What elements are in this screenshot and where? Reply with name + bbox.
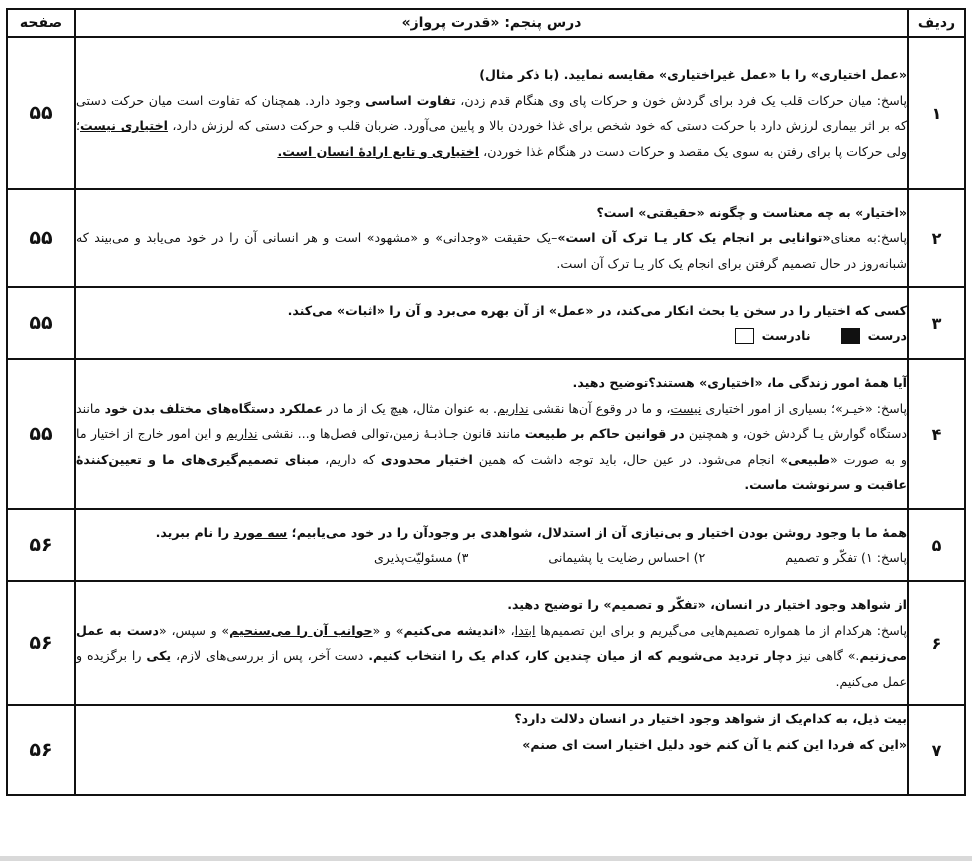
- table-row: [7, 189, 965, 287]
- page-number: ۵۵: [7, 189, 75, 287]
- row-number: ۷: [908, 705, 965, 795]
- question-text: از شواهد وجود اختیار در انسان، «تفکّر و تصمیم» را توضیح دهید.: [507, 597, 907, 612]
- row-content: [75, 581, 908, 705]
- row-number: ۵: [908, 509, 965, 581]
- table-row: [7, 37, 965, 189]
- answer-option: پاسخ: ۱) تفکّر و تصمیم: [785, 550, 907, 565]
- page-number: ۵۵: [7, 287, 75, 359]
- header-row-number: ردیف: [908, 9, 965, 37]
- answer-text: پاسخ:به معنای«توانایی بر انجام یک کار یـا ترک آن است»–یک حقیقت «وجدانی» و «مشهود» است و هر انسانی آن را در خود می‌یابد و می‌بیند که شبانه‌روز در حال تصمیم گرفتن برای انجام یک کار یـا ترک آن است.: [76, 230, 908, 271]
- question-text: همهٔ ما با وجود روشن بودن اختیار و بی‌نیازی آن از استدلال، شواهدی بر وجودآن را در خود می‌یابیم؛ سه مورد را نام ببرید.: [155, 524, 907, 540]
- true-checkbox[interactable]: [841, 328, 860, 344]
- table-header: [7, 9, 965, 37]
- table-row: [7, 581, 965, 705]
- verse-text: «این که فردا این کنم یا آن کنم خود دلیل اختیار است ای صنم»: [522, 736, 907, 752]
- table-row: [7, 705, 965, 795]
- row-content: [75, 37, 908, 189]
- question-text: بیت ذیل، به کدام‌یک از شواهد وجود اختیار در انسان دلالت دارد؟: [514, 711, 907, 726]
- false-label: نادرست: [761, 328, 811, 343]
- page-bottom-edge: [0, 856, 972, 861]
- row-content: [75, 509, 908, 581]
- row-number: ۴: [908, 359, 965, 509]
- question-text: آیا همهٔ امور زندگی ما، «اختیاری» هستند؟توضیح دهید.: [572, 375, 907, 391]
- answer-text: پاسخ: میان حرکات قلب یک فرد برای گردش خون و حرکات پای وی هنگام قدم زدن، تفاوت اساسی وجود دارد. همچنان که تفاوت است میان حرکت دستی که بر اثر بیماری لرزش دارد با حرکت دستی که خود شخص برای غذا خوردن بالا و پایین می‌آورد. ضربان قلب و حرکت دستی که لرزش دارد، اختیاری نیست؛ ولی حرکات پا برای رفتن به سوی یک مقصد و حرکات دست در هنگام غذا خوردن، اختیاری و تابع ارادهٔ انسان است.: [76, 92, 907, 159]
- answer-text: پاسخ: هرکدام از ما همواره تصمیم‌هایی می‌گیریم و برای این تصمیم‌ها ابتدا، «اندیشه می‌کنیم» و «جوانب آن را می‌سنجیم» و سپس، «دست به عمل می‌زنیم.» گاهی نیز دچار تردید می‌شویم که از میان چندین کار، کدام یک را انتخاب کنیم. دست آخر، پس از بررسی‌های لازم، یکی را برگزیده و عمل می‌کنیم.: [76, 622, 907, 689]
- header-lesson-title: درس پنجم: «قدرت پرواز»: [75, 9, 908, 37]
- page-number: ۵۵: [7, 359, 75, 509]
- question-table: [6, 8, 966, 796]
- question-text: «عمل اختیاری» را با «عمل غیراختیاری» مقایسه نمایید. (با ذکر مثال): [479, 67, 907, 82]
- row-number: ۲: [908, 189, 965, 287]
- row-content: [75, 359, 908, 509]
- row-content: [75, 189, 908, 287]
- page-number: ۵۶: [7, 509, 75, 581]
- true-label: درست: [867, 328, 907, 343]
- page-number: ۵۶: [7, 581, 75, 705]
- page-number: ۵۵: [7, 37, 75, 189]
- row-number: ۶: [908, 581, 965, 705]
- question-text: کسی که اختیار را در سخن یا بحث انکار می‌کند، در «عمل» از آن بهره می‌برد و آن را «اثبات» می‌کند.: [287, 302, 907, 318]
- options-cut-off: [76, 757, 907, 777]
- page-number: ۵۶: [7, 705, 75, 795]
- row-content: [75, 287, 908, 359]
- table-row: [7, 359, 965, 509]
- answer-option: ۳) مسئولیّت‌پذیری: [373, 550, 469, 565]
- row-content: [75, 705, 908, 795]
- table-row: [7, 287, 965, 359]
- row-number: ۱: [908, 37, 965, 189]
- answer-options: [76, 545, 907, 571]
- answer-option: ۲) احساس رضایت یا پشیمانی: [548, 550, 706, 565]
- question-text: «اختیار» به چه معناست و چگونه «حقیقتی» است؟: [596, 204, 907, 220]
- answer-text: پاسخ: «خیـر»؛ بسیاری از امور اختیاری نیست، و ما در وقوع آن‌ها نقشی نداریم. به عنوان مثال، هیچ یک از ما در عملکرد دستگاه‌های مختلف بدن خود مانند دستگاه گوارش یـا گردش خون، و همچنین در قوانین حاکم بر طبیعت مانند قانون جـاذبـهٔ زمین،توالی فصل‌ها و... نقشی نداریم و این امور خارج از اختیار ما و به صورت «طبیعی» انجام می‌شود. در عین حال، باید توجه داشت که همین اختیار محدودی که داریم، مبنای تصمیم‌گیری‌های ما و تعیین‌کنندهٔ عاقبت و سرنوشت ماست.: [76, 400, 908, 493]
- header-page: صفحه: [7, 9, 75, 37]
- row-number: ۳: [908, 287, 965, 359]
- false-checkbox[interactable]: [735, 328, 754, 344]
- table-row: [7, 509, 965, 581]
- true-false-options: [76, 323, 907, 349]
